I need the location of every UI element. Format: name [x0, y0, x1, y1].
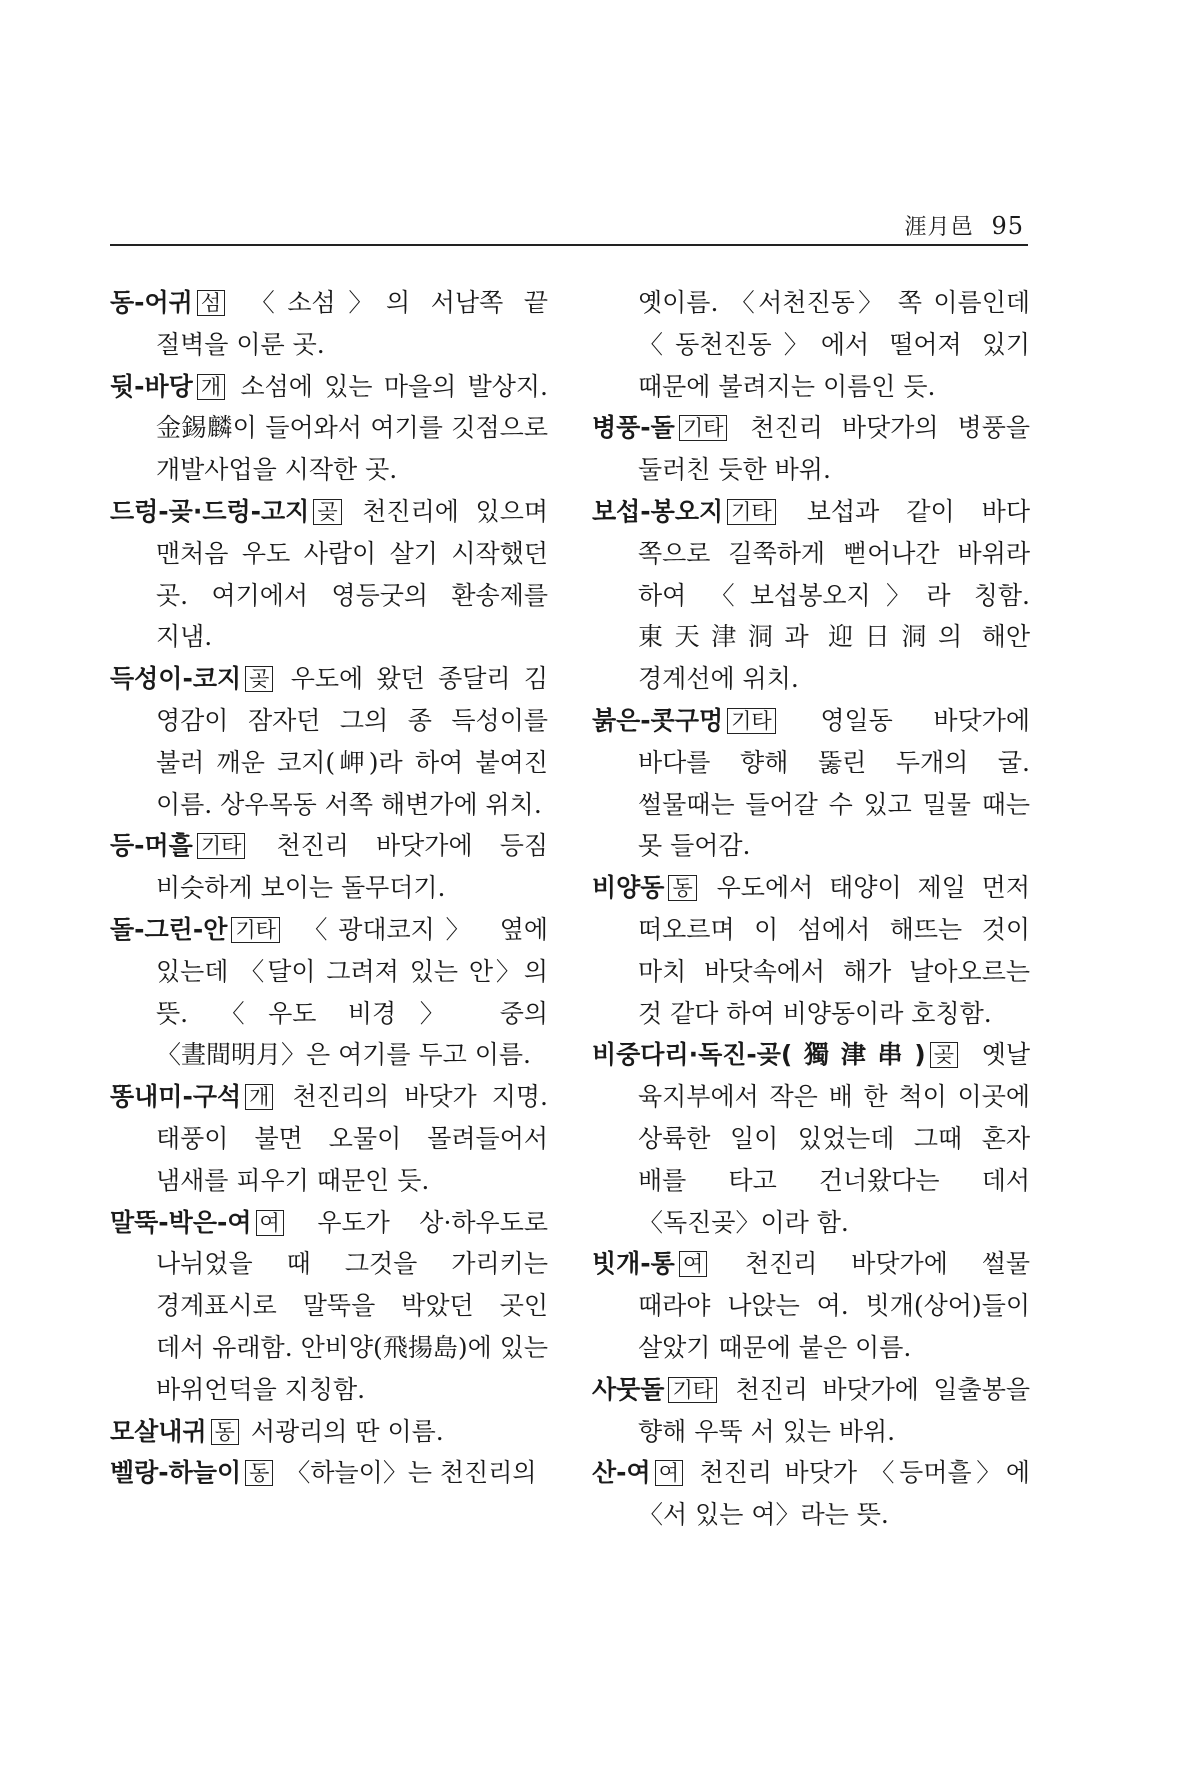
entry-definition: 천진리에 있으며 맨처음 우도 사람이 살기 시작했던 곳. 여기에서 영등굿의 환송제를 지냄. — [156, 496, 548, 652]
dictionary-entry — [592, 700, 1030, 867]
entry-headword: 똥내미-구석 — [110, 1082, 242, 1112]
entry-category-tag: 기타 — [231, 917, 280, 943]
entry-category-tag: 기타 — [679, 415, 728, 441]
entry-category-tag: 곶 — [930, 1042, 958, 1068]
entry-headword: 비중다리·독진-곶(獨津串) — [592, 1040, 926, 1070]
dictionary-entry — [592, 1452, 1030, 1536]
entry-headword: 병풍-돌 — [592, 413, 675, 443]
entry-headword: 사뭇돌 — [592, 1374, 665, 1404]
entry-definition: 옛날 육지부에서 작은 배 한 척이 이곳에 상륙한 일이 있었는데 그때 혼자 배를 타고 건너왔다는 데서 〈독진곶〉이라 함. — [638, 1040, 1030, 1237]
dictionary-entry — [110, 825, 548, 909]
dictionary-entry — [592, 407, 1030, 491]
entry-headword: 산-여 — [592, 1458, 651, 1488]
dictionary-entry — [110, 491, 548, 658]
entry-headword: 말뚝-박은-여 — [110, 1207, 252, 1237]
dictionary-entry — [110, 658, 548, 825]
entry-category-tag: 동 — [245, 1460, 273, 1486]
dictionary-entry — [592, 1034, 1030, 1243]
entry-headword: 벨랑-하늘이 — [110, 1458, 242, 1488]
dictionary-entry — [110, 1411, 548, 1453]
entry-definition: 천진리 바닷가에 일출봉을 향해 우뚝 서 있는 바위. — [638, 1374, 1030, 1446]
dictionary-entry — [110, 909, 548, 1076]
running-title: 涯月邑 — [904, 215, 974, 240]
entry-headword: 붉은-콧구멍 — [592, 705, 724, 735]
entry-category-tag: 여 — [256, 1210, 284, 1236]
entry-definition: 〈소섬〉의 서남쪽 끝 절벽을 이룬 곳. — [156, 288, 548, 359]
dictionary-entry — [110, 1076, 548, 1201]
entry-definition: 천진리 바닷가 〈등머흘〉에 〈서 있는 여〉라는 뜻. — [638, 1458, 1030, 1530]
entry-headword: 드렁-곶·드렁-고지 — [110, 496, 310, 526]
dictionary-entry — [110, 366, 548, 491]
entry-definition: 우도가 상·하우도로 나뉘었을 때 그것을 가리키는 경계표시로 말뚝을 박았던 곳인 데서 유래함. 안비양(飛揚島)에 있는 바위언덕을 지칭함. — [156, 1207, 548, 1404]
entry-category-tag: 동 — [211, 1419, 239, 1445]
entry-category-tag: 기타 — [668, 1377, 717, 1403]
entry-headword: 비양동 — [592, 873, 665, 903]
entry-category-tag: 기타 — [727, 499, 776, 525]
entry-definition: 옛이름. 〈서천진동〉 쪽 이름인데 〈동천진동〉에서 떨어져 있기 때문에 불려지는 이름인 듯. — [638, 288, 1030, 401]
dictionary-entry — [592, 282, 1030, 407]
entry-category-tag: 개 — [197, 374, 225, 400]
entry-headword: 빗개-통 — [592, 1249, 675, 1279]
entry-headword: 득성이-코지 — [110, 664, 242, 694]
entry-category-tag: 곶 — [245, 666, 273, 692]
entry-category-tag: 동 — [668, 875, 696, 901]
entry-category-tag: 곶 — [313, 499, 341, 525]
entry-category-tag: 섬 — [197, 290, 225, 316]
entry-definition: 천진리 바닷가에 썰물 때라야 나앉는 여. 빗개(상어)들이 살았기 때문에 붙은 이름. — [638, 1249, 1030, 1362]
entry-definition: 〈광대코지〉 옆에 있는데 〈달이 그려져 있는 안〉의 뜻. 〈우도 비경〉 중의 〈晝間明月〉은 여기를 두고 이름. — [156, 914, 548, 1070]
dictionary-entry — [592, 491, 1030, 700]
entry-definition: 천진리 바닷가에 등짐 비슷하게 보이는 돌무더기. — [156, 831, 548, 903]
entry-category-tag: 기타 — [727, 708, 776, 734]
entry-headword: 동-어귀 — [110, 288, 193, 317]
running-header — [904, 210, 1024, 241]
entry-definition: 보섭과 같이 바다 쪽으로 길쭉하게 뻗어나간 바위라 하여 〈보섭봉오지〉라 칭함. 東天津洞과 迎日洞의 해안 경계선에 위치. — [638, 496, 1030, 694]
dictionary-entry — [110, 1452, 548, 1494]
entry-category-tag: 개 — [245, 1084, 273, 1110]
dictionary-entry — [110, 282, 548, 366]
entry-category-tag: 여 — [655, 1460, 683, 1486]
page-header — [110, 210, 1028, 246]
entry-definition: 영일동 바닷가에 바다를 향해 뚫린 두개의 굴. 썰물때는 들어갈 수 있고 밀물 때는 못 들어감. — [638, 705, 1030, 861]
entry-definition: 서광리의 딴 이름. — [242, 1416, 444, 1446]
entry-definition: 천진리 바닷가의 병풍을 둘러친 듯한 바위. — [638, 413, 1030, 485]
entry-definition: 〈하늘이〉는 천진리의 — [277, 1458, 537, 1488]
entry-headword: 뒷-바당 — [110, 371, 193, 401]
dictionary-entry — [592, 1369, 1030, 1453]
entry-definition: 천진리의 바닷가 지명. 태풍이 불면 오물이 몰려들어서 냄새를 피우기 때문인 듯. — [156, 1082, 548, 1195]
entry-headword: 등-머흘 — [110, 831, 193, 861]
right-column — [592, 282, 1030, 1536]
dictionary-entry — [592, 1243, 1030, 1368]
entry-category-tag: 여 — [679, 1251, 707, 1277]
entry-definition: 우도에 왔던 종달리 김 영감이 잠자던 그의 종 득성이를 불러 깨운 코지(岬)라 하여 붙여진 이름. 상우목동 서쪽 해변가에 위치. — [156, 664, 548, 819]
dictionary-entry — [110, 1202, 548, 1411]
entry-definition: 소섬에 있는 마을의 발상지. 金錫麟이 들어와서 여기를 깃점으로 개발사업을 시작한 곳. — [156, 371, 548, 485]
entry-definition: 우도에서 태양이 제일 먼저 떠오르며 이 섬에서 해뜨는 것이 마치 바닷속에서 해가 날아오르는 것 같다 하여 비양동이라 호칭함. — [638, 873, 1030, 1028]
entry-headword: 보섭-봉오지 — [592, 496, 724, 526]
entry-headword: 돌-그린-안 — [110, 914, 228, 944]
entry-category-tag: 기타 — [197, 833, 246, 859]
entry-headword: 모살내귀 — [110, 1416, 207, 1446]
left-column — [110, 282, 548, 1494]
dictionary-entry — [592, 867, 1030, 1034]
page-number: 95 — [991, 212, 1024, 240]
